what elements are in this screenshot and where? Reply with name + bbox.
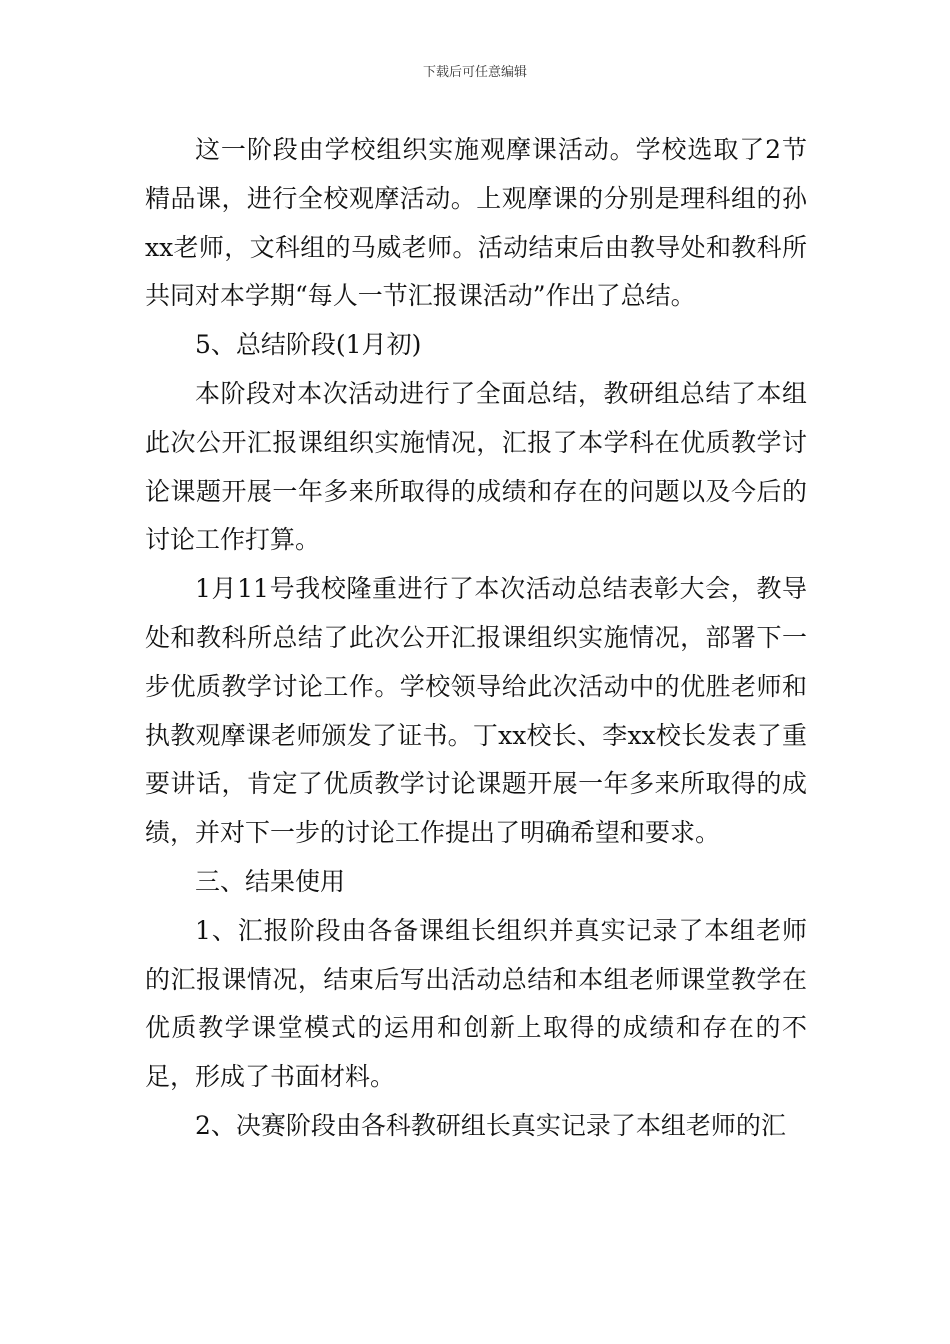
paragraph-result-item-1: 1、汇报阶段由各备课组长组织并真实记录了本组老师的汇报课情况，结束后写出活动总结和本组老师课堂教学在优质教学课堂模式的运用和创新上取得的成绩和存在的不足，形成了书面材料。 [145,915,807,1092]
paragraph-observation-lessons: 这一阶段由学校组织实施观摩课活动。学校选取了2节精品课，进行全校观摩活动。上观摩课的分别是理科组的孙xx老师，文科组的马威老师。活动结束后由教导处和教科所共同对本学期“每人一节汇报课活动”作出了总结。 [145,135,807,311]
paragraph-commendation-meeting: 1月11号我校隆重进行了本次活动总结表彰大会，教导处和教科所总结了此次公开汇报课组织实施情况，部署下一步优质教学讨论工作。学校领导给此次活动中的优胜老师和执教观摩课老师颁发了证书。丁xx校长、李xx校长发表了重要讲话，肯定了优质教学讨论课题开展一年多来所取得的成绩，并对下一步的讨论工作提出了明确希望和要求。 [145,574,807,848]
paragraph-stage-summary: 本阶段对本次活动进行了全面总结，教研组总结了本组此次公开汇报课组织实施情况，汇报了本学科在优质教学讨论课题开展一年多来所取得的成绩和存在的问题以及今后的讨论工作打算。 [145,378,807,555]
paragraph-results-heading: 三、结果使用 [195,866,346,896]
paragraph-summary-stage-heading: 5、总结阶段(1月初) [195,330,422,360]
paragraph-result-item-2: 2、决赛阶段由各科教研组长真实记录了本组老师的汇 [195,1110,786,1140]
document-body [145,126,807,1151]
page-header: 下载后可任意编辑 [422,65,527,80]
